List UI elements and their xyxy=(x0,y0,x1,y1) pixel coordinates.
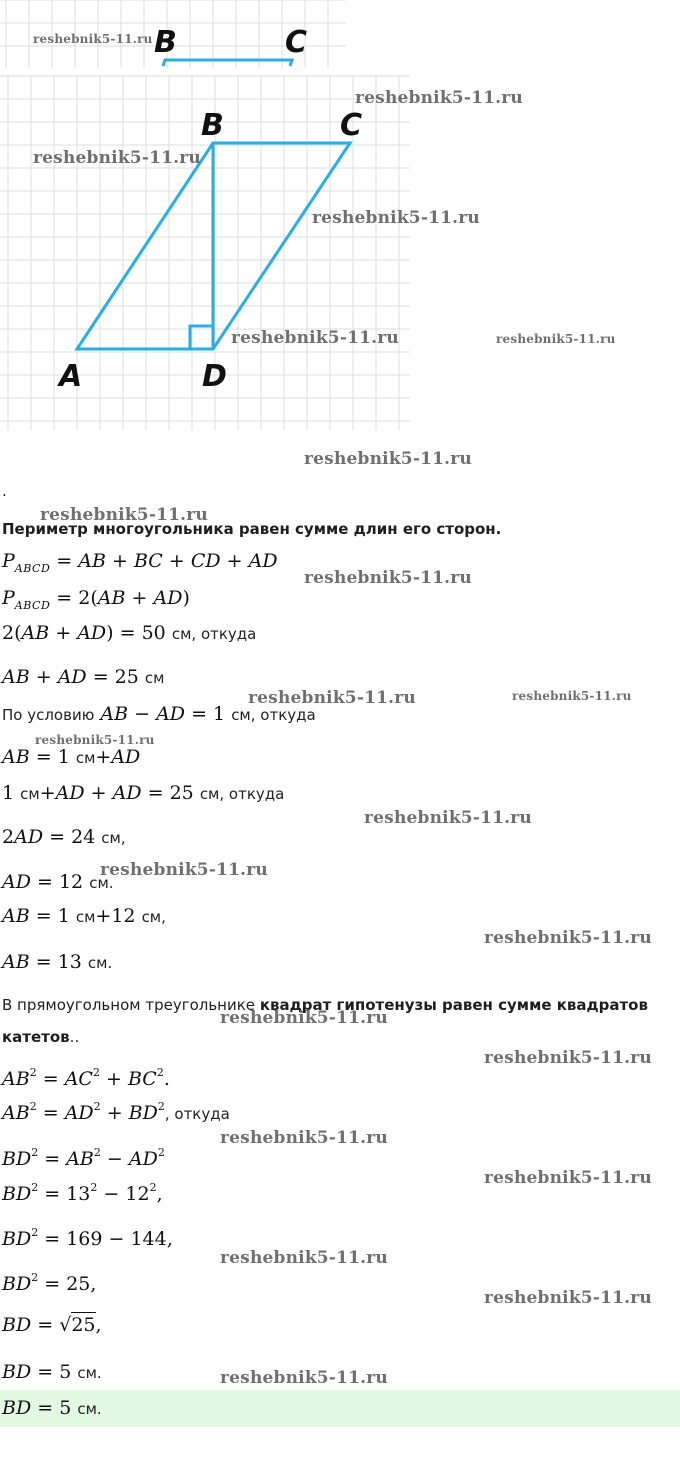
exp: 2 xyxy=(31,1271,39,1284)
unit: см xyxy=(75,749,96,767)
unit: см, xyxy=(101,829,126,847)
unit: см xyxy=(199,785,220,803)
unit: см xyxy=(75,908,96,926)
pythagoras-text-post: .. xyxy=(69,1028,80,1046)
num: 25 xyxy=(114,666,139,688)
formula-ab-sum: AB = 1 см+12 см, xyxy=(2,905,166,927)
formula-pythagoras-1: $AB^2 = AC^2 + BC^2$. xyxy=(2,1066,170,1090)
formula-bd-value: BD = 5 см. xyxy=(2,1361,102,1383)
num: 2 xyxy=(78,587,91,609)
exp: 2 xyxy=(29,1066,37,1079)
formula-bd-sq-numbers: $BD^2 = 13^2 - 12^2$, xyxy=(2,1181,163,1205)
exp: 2 xyxy=(90,1181,98,1194)
num: 1 xyxy=(57,746,70,768)
formula-2ad: 2AD = 24 см, xyxy=(2,826,126,848)
formula-substitution: 1 см+AD + AD = 25 см, откуда xyxy=(2,782,285,804)
word-po-usloviyu: По условию xyxy=(2,706,95,724)
exp: 2 xyxy=(93,1100,101,1113)
watermark: reshebnik5-11.ru xyxy=(312,208,480,228)
label-a: A xyxy=(59,359,83,394)
exp: 2 xyxy=(93,1146,101,1159)
intro-text: Периметр многоугольника равен сумме длин его сторон. xyxy=(2,520,502,538)
unit: см. xyxy=(87,954,113,972)
word-otkuda: , откуда xyxy=(191,625,257,643)
watermark: reshebnik5-11.ru xyxy=(40,505,208,525)
watermark: reshebnik5-11.ru xyxy=(512,689,632,703)
formula-ab-expr: AB = 1 см+AD xyxy=(2,746,141,768)
num: 13 xyxy=(57,951,82,973)
num: 12 xyxy=(125,1183,150,1205)
label-c: C xyxy=(340,108,363,143)
watermark: reshebnik5-11.ru xyxy=(220,1248,388,1268)
answer-box xyxy=(0,1390,680,1427)
watermark: reshebnik5-11.ru xyxy=(220,1128,388,1148)
watermark: reshebnik5-11.ru xyxy=(355,88,523,108)
formula-perimeter-sum: $P_{ABCD}$ = AB + BC + CD + AD xyxy=(2,550,278,575)
unit: см. xyxy=(89,874,114,892)
pythagoras-text-bold: квадрат гипотенузы равен сумме квадратов катетов xyxy=(2,996,648,1046)
watermark: reshebnik5-11.ru xyxy=(248,688,416,708)
num: 1 xyxy=(213,703,226,725)
watermark: reshebnik5-11.ru xyxy=(231,328,399,348)
formula-bd-sqrt: BD = √25, xyxy=(2,1314,102,1336)
num: 50 xyxy=(141,622,166,644)
formula-bd-sq-expr: $BD^2 = AB^2 - AD^2$ xyxy=(2,1146,165,1170)
num: 25 xyxy=(66,1273,91,1295)
formula-bd-sq-diff: $BD^2 = 169 - 144$, xyxy=(2,1226,173,1250)
watermark: reshebnik5-11.ru xyxy=(220,1368,388,1388)
formula-ad-value: AD = 12 см. xyxy=(2,871,114,893)
exp: 2 xyxy=(31,1226,39,1239)
unit: см. xyxy=(77,1400,102,1418)
formula-perimeter-value: 2(AB + AD) = 50 см, откуда xyxy=(2,622,257,644)
num: 25 xyxy=(71,1314,96,1336)
watermark: reshebnik5-11.ru xyxy=(304,449,472,469)
num: 1 xyxy=(2,782,15,804)
formula-pythagoras-2: $AB^2 = AD^2 + BD^2$, откуда xyxy=(2,1100,230,1124)
num: 25 xyxy=(169,782,194,804)
label-top-b: B xyxy=(154,25,177,60)
num: 169 xyxy=(66,1228,103,1250)
exp: 2 xyxy=(29,1100,37,1113)
word-otkuda: , откуда xyxy=(164,1105,230,1123)
num: 2 xyxy=(2,622,15,644)
dot-marker: . xyxy=(2,482,7,500)
unit: см, xyxy=(141,908,166,926)
formula-bd-sq-value: $BD^2 = 25$, xyxy=(2,1271,97,1295)
exp: 2 xyxy=(156,1066,164,1079)
exp: 2 xyxy=(31,1181,39,1194)
num: 12 xyxy=(58,871,84,893)
exp: 2 xyxy=(157,1146,165,1159)
watermark: reshebnik5-11.ru xyxy=(304,568,472,588)
watermark: reshebnik5-11.ru xyxy=(484,1288,652,1308)
exp: 2 xyxy=(92,1066,100,1079)
label-top-c: C xyxy=(285,25,308,60)
formula-ab-value: AB = 13 см. xyxy=(2,951,113,973)
watermark: reshebnik5-11.ru xyxy=(33,32,153,46)
num: 144 xyxy=(130,1228,167,1250)
segment-bc-top xyxy=(163,60,292,66)
num: 5 xyxy=(59,1397,72,1419)
num: 24 xyxy=(71,826,96,848)
formula-perimeter-double: $P_{ABCD} = 2(AB + AD)$ xyxy=(2,587,190,612)
watermark: reshebnik5-11.ru xyxy=(100,860,268,880)
num: 12 xyxy=(111,905,136,927)
formula-sum-ab-ad: AB + AD = 25 см xyxy=(2,666,165,688)
exp: 2 xyxy=(31,1146,39,1159)
num: 2 xyxy=(2,826,15,848)
watermark: reshebnik5-11.ru xyxy=(484,1048,652,1068)
watermark: reshebnik5-11.ru xyxy=(496,332,616,346)
pythagoras-text-pre: В прямоугольном треугольнике xyxy=(2,996,260,1014)
watermark: reshebnik5-11.ru xyxy=(35,733,155,747)
label-d: D xyxy=(202,359,227,394)
word-otkuda: , откуда xyxy=(219,785,285,803)
watermark: reshebnik5-11.ru xyxy=(484,1168,652,1188)
num: 1 xyxy=(57,905,70,927)
watermark: reshebnik5-11.ru xyxy=(33,148,201,168)
watermark: reshebnik5-11.ru xyxy=(484,928,652,948)
num: 13 xyxy=(66,1183,91,1205)
formula-condition: По условию AB − AD = 1 см, откуда xyxy=(2,703,316,725)
exp: 2 xyxy=(157,1100,165,1113)
word-cm-otkuda: см, откуда xyxy=(231,706,316,724)
unit: см. xyxy=(77,1364,102,1382)
num: 5 xyxy=(59,1361,72,1383)
label-b: B xyxy=(201,108,224,143)
watermark: reshebnik5-11.ru xyxy=(220,1008,388,1028)
unit: см xyxy=(144,669,165,687)
unit: см xyxy=(171,625,192,643)
unit: см xyxy=(20,785,40,803)
answer-text: BD = 5 см. xyxy=(2,1397,102,1419)
watermark: reshebnik5-11.ru xyxy=(364,808,532,828)
exp: 2 xyxy=(149,1181,157,1194)
